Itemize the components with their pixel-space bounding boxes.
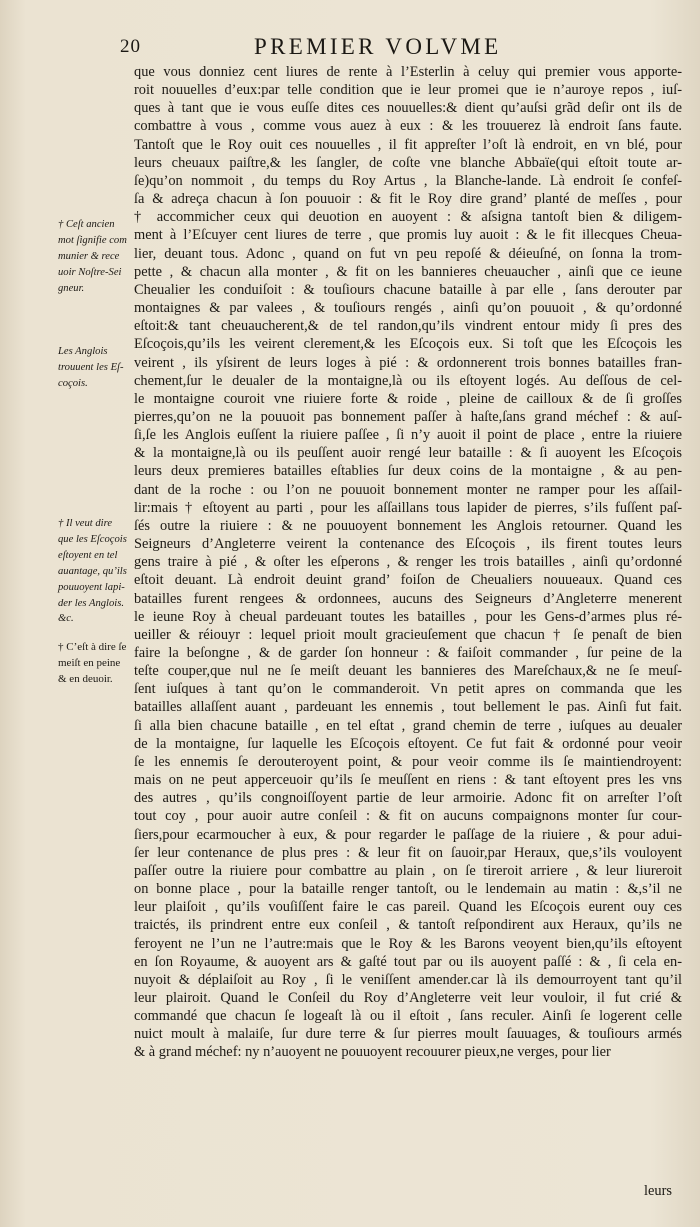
text-line: leurs deux premieres batailles eſtablies ſur deux coins de la montaigne , & au pen-	[134, 463, 682, 480]
margin-note-lapider	[58, 516, 130, 627]
text-line: que vous donniez cent liures de rente à l’Esterlin à celuy qui premier vous apporte-	[134, 64, 682, 80]
text-line: ques à tant que ie vous euſſe dites ces nouuelles:& dient qu’auſsi grãd deſir ont ils de	[134, 100, 682, 117]
margin-note-line: † Ceſt ancien	[58, 219, 115, 230]
text-line: ſa & adreça chacun à ſon pouuoir : & fit le Roy dire grand’ planté de meſſes , pour	[134, 191, 682, 208]
text-line: † accommicher ceux qui deuotion en auoyent : & aſsigna tantoſt bien & diligem-	[134, 209, 682, 226]
text-line: ueiller & réiouyr : lequel prioit moult gracieuſement que chacun † ſe penaſt de bien	[134, 626, 682, 643]
text-line: Tantoſt que le Roy ouit ces nouuelles , il fit appreſter l’oſt là endroit, en vn blé, pour	[134, 136, 682, 153]
margin-note-line: mot ſignifie com	[58, 234, 127, 246]
text-line: teſte couper,que nul ne ſe meiſt deuant les bannieres des Mareſchaux,& ne ſe meuſ-	[134, 663, 682, 680]
margin-note-line: meiſt en peine	[58, 656, 121, 669]
text-line: montaignes & par valees , & touſiours rengés , ainſi qu’on pouuoit , & qu’ordonné	[134, 300, 682, 317]
text-line: & à grand méchef: ny n’auoyent ne pouuoyent recouurer pieux,ne verges, pour lier	[134, 1044, 611, 1061]
text-line: pierres,qu’on ne la pouuoit pas bonnement paſſer à haſte,ſans grand méchef : & auſ-	[134, 408, 682, 425]
margin-note-deuoir	[58, 640, 130, 688]
text-line: le montaigne couroit vne riuiere forte & roide , pleine de cailloux & de ſi groſſes	[134, 390, 682, 407]
text-line: ſés outre la riuiere : & ne pouuoyent bonnement les Anglois retourner. Quand les	[134, 517, 682, 534]
margin-note-line: † Il veut dire	[58, 518, 113, 529]
text-line: lir:mais † eſtoyent au parti , pour les aſſaillans tous lapider de pierres, s’ils fuſſent paſ-	[134, 499, 682, 516]
text-line: batailles furent rengees & ordonnees, aucuns des Seigneurs d’Angleterre menerent	[134, 590, 682, 607]
text-line: feroyent ne l’un ne l’autre:mais que le Roy & les Barons veoyent bien,qu’ils eſtoyent	[134, 935, 682, 952]
text-line: & la montaigne,là ou ils peuſſent auoir rengé leur bataille : & ſi auoyent les Eſcoçois	[134, 445, 682, 462]
text-line: ſer leur contenance de plus pres : & leur fit on ſauoir,par Heraux, que,s’ils vouloyent	[134, 844, 682, 861]
text-line: lier, deuant tous. Adonc , quand on fut vn peu repoſé & déieuſné, on ſonna la trom-	[134, 245, 682, 262]
text-line: mais on ne peut apperceuoir qu’ils ſe meuſſent en riens : & tant eſtoyent pres les vns	[134, 772, 682, 789]
text-line: commandé que chacun ſe logeaſt là ou il eſtoit , ſans reculer. Ainſi ſe logerent celle	[134, 1008, 682, 1025]
text-line: Eſcoçois,qu’ils les veirent clerement,& les Eſcoçois eux. Si toſt que les Eſcoçois les	[134, 336, 682, 353]
page-number: 20	[120, 36, 141, 57]
margin-note-line: munier & rece	[58, 250, 120, 262]
text-line: eſtoit deuant. Là endroit deuint grand’ foiſon de Cheualiers nouueaux. Quand ces	[134, 572, 682, 589]
margin-note-communier	[58, 217, 130, 297]
margin-note-line: der les Anglois.	[58, 597, 125, 609]
margin-note-line: pouuoyent lapi-	[58, 581, 125, 593]
page-header	[0, 34, 700, 64]
text-line: chement,ſur le deualer de la montaigne,là ou ils eſtoyent logés. Au deſſous de cel-	[134, 372, 682, 389]
text-line: batailles allaſſent auant , pardeuant les ennemis , tout bellement le pas. Ainſi fut fait.	[134, 699, 682, 716]
text-line: ſi alla bien chacune bataille , en tel eſtat , grand chemin de terre , iuſques au deualer	[134, 717, 682, 734]
margin-note-line: que les Eſcoçois	[58, 533, 127, 545]
text-line: pette , & chacun alla monter , & fit on les bannieres cheuaucher , ainſi que ce ieune	[134, 263, 682, 280]
catchword: leurs	[644, 1183, 672, 1199]
text-line: leurs cheuaux paiſtre,& les ſangler, de coſte vne blanche Abbaïe(qui eſtoit toute ar-	[134, 154, 682, 171]
text-line: paſſer outre la riuiere pour combattre au plain , on ſe tireroit arriere , & leur liureroit	[134, 862, 682, 879]
text-line: leur plaiſoit , qu’ils vouſiſſent faire le cas pareil. Quand les Eſcoçois eurent ouy ces	[134, 899, 682, 916]
text-line: Seigneurs d’Angleterre veirent la contenance des Eſcoçois , ils firent toutes leurs	[134, 536, 682, 553]
text-line: des autres , qu’ils congnoiſſoyent partie de leur armoirie. Adonc fit on arreſter l’oſt	[134, 790, 682, 807]
text-line: leur plairoit. Quand le Conſeil du Roy d’Angleterre veit leur vouloir, il fut crié &	[134, 989, 682, 1006]
margin-note-line: trouuent les Eſ-	[58, 361, 124, 373]
text-line: ſi,ſe les Anglois euſſent la riuiere paſſee , ſi n’y auoit il point de place , entre la riuiere	[134, 427, 682, 444]
text-line: combattre à vous , comme vous auez à eux : & les trouuerez là endroit ſans faute.	[134, 118, 682, 135]
main-text	[134, 63, 682, 1062]
text-line: nuyoit & déplaiſoit au Roy , ſi le veniſſent amender.car là ils demourroyent tant qu’il	[134, 971, 682, 988]
margin-note-line: eſtoyent en tel	[58, 549, 118, 561]
text-line: veirent , ils yſsirent de leurs loges à pié : & ordonnerent trois bonnes batailles fran-	[134, 354, 682, 371]
margin-note-line: Les Anglois	[58, 346, 108, 357]
text-line: gens traire à pié , & oſter les eſperons , & renger les trois batailles , ainſi qu’ordonné	[134, 554, 682, 571]
margin-note-line: gneur.	[58, 282, 85, 294]
text-line: ment à l’Eſcuyer cent liures de terre , que promis luy auoit : & le fit illecques Cheua-	[134, 227, 682, 244]
margin-note-line: † C’eſt à dire ſe	[58, 641, 127, 653]
text-line: de la montaigne, ſur laquelle les Eſcoçois eſtoyent. Ce fut fait & ordonné pour veoir	[134, 735, 682, 752]
text-line: Cheualier les conduiſoit : & touſiours chacune bataille à par elle , ſans derouter par	[134, 281, 682, 298]
text-line: ſiers,pour ecarmoucher à eux, & pour regarder le paſſage de la riuiere , & pour adui-	[134, 826, 682, 843]
margin-note-anglois	[58, 344, 130, 392]
text-line: roit nouuelles d’eux:par telle condition que ie leur promei que ie n’auroye repos , iuſ-	[134, 82, 682, 99]
text-line: ſent iuſques à tant qu’on le commanderoit. Vn petit apres on commanda que les	[134, 681, 682, 698]
text-line: faire la beſongne , & de garder ſon honneur : & faiſoit commander , ſur peine de la	[134, 645, 682, 661]
margin-note-line: &c.	[58, 613, 74, 625]
text-line: nuict moult à malaiſe, ſur dure terre & ſur pierres moult ſauuages, & touſiours armés	[134, 1026, 682, 1043]
margin-note-line: auantage, qu’ils	[58, 565, 127, 577]
text-line: le ieune Roy à cheual pardeuant toutes les batailles , pour les Gens-d’armes plus ré-	[134, 608, 682, 625]
text-line: en ſon Royaume, & auoyent ars & gaſté tout par ou ils auoyent paſſé : & , ſi cela en-	[134, 953, 682, 970]
text-line: dant de la roche : ou l’on ne pouuoit bonnement monter ne ramper pour les aſſail-	[134, 481, 682, 498]
margin-note-line: coçois.	[58, 377, 88, 389]
text-line: traictés, ils prindrent entre eux conſeil , & tantoſt reſpondirent aux Heraux, qu’ils ne	[134, 917, 682, 934]
text-line: tout coy , pour auoir autre conſeil : & fit on aucuns compaignons monter ſur cour-	[134, 808, 682, 825]
margin-note-line: uoir Noſtre-Sei	[58, 266, 122, 278]
text-line: ſe les ennemis ſe derouteroyent point, & pour veoir comme ils ſe maintiendroyent:	[134, 753, 682, 770]
text-line: ſe)qu’on nommoit , du temps du Roy Artus , la Blanche-lande. Là endroit ſe confeſ-	[134, 172, 682, 189]
margin-note-line: & en deuoir.	[58, 672, 113, 685]
text-line: eſtoit:& tant cheuaucherent,& de tel randon,qu’ils vindrent entour midy ſi pres des	[134, 318, 682, 335]
text-line: on bonne place , pour la bataille renger tantoſt, ou le lendemain au matin : &,s’il ne	[134, 881, 682, 898]
running-title: PREMIER VOLVME	[254, 34, 502, 59]
